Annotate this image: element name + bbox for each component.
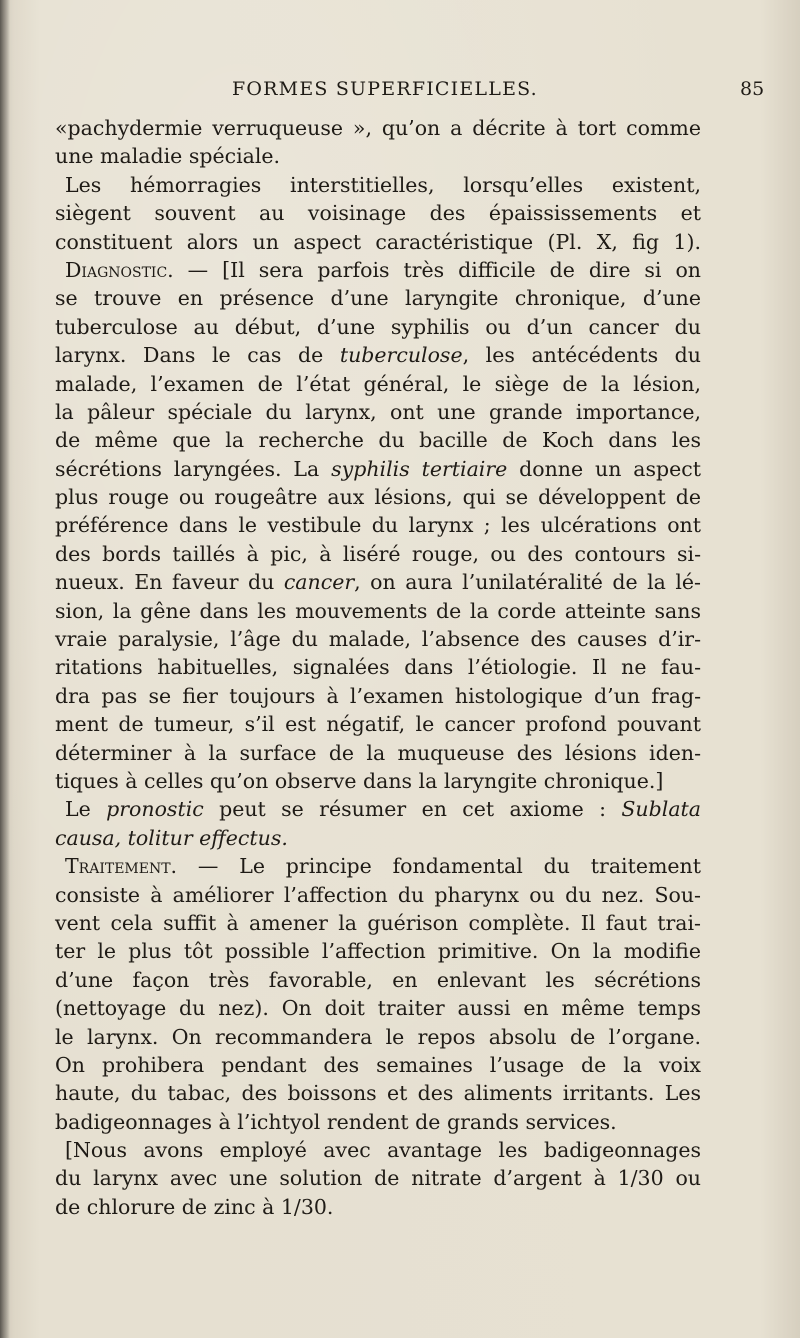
emphasis-tuberculose: tuberculose <box>339 343 463 368</box>
text-line: la pâleur spéciale du larynx, ont une grande importance, <box>55 399 701 424</box>
text-line: malade, l’examen de l’état général, le siège de la lésion, <box>55 371 701 396</box>
text-line: plus rouge ou rougeâtre aux lésions, qui se développent de <box>55 485 701 510</box>
text-line: tuberculose au début, d’une syphilis ou d’un cancer du <box>55 314 701 339</box>
text-line: On prohibera pendant des semaines l’usage de la voix <box>55 1052 701 1077</box>
body-text <box>55 114 701 1221</box>
text-run: — [Il sera parfois très difficile de dire si on <box>173 257 701 282</box>
paragraph-start: Les hémorragies interstitielles, lorsqu’elles existent, <box>65 172 701 197</box>
text-line <box>55 568 701 596</box>
text-line: vent cela suffit à amener la guérison complète. Il faut trai- <box>55 910 701 935</box>
text-run: larynx. Dans le cas de <box>55 343 340 368</box>
text-line: vraie paralysie, l’âge du malade, l’absence des causes d’ir- <box>55 627 701 652</box>
text-line: une maladie spéciale. <box>55 144 281 169</box>
text-line: d’une façon très favorable, en enlevant les sécrétions <box>55 967 701 992</box>
text-line: du larynx avec une solution de nitrate d’argent à 1/30 ou <box>55 1166 701 1191</box>
emphasis-cancer: cancer <box>283 570 355 595</box>
text-line: badigeonnages à l’ichtyol rendent de grands services. <box>55 1109 617 1134</box>
text-line: de même que la recherche du bacille de Koch dans les <box>55 428 701 453</box>
page-binding-edge <box>0 0 10 1338</box>
text-run: — Le principe fondamental du traitement <box>177 854 701 879</box>
text-line: le larynx. On recommandera le repos absolu de l’organe. <box>55 1024 701 1049</box>
running-title: FORMES SUPERFICIELLES. <box>232 78 538 100</box>
latin-axiom: causa, tolitur effectus. <box>55 825 288 850</box>
text-line: (nettoyage du nez). On doit traiter aussi en même temps <box>55 996 701 1021</box>
text-line: ter le plus tôt possible l’affection primitive. On la modifie <box>55 939 701 964</box>
text-line: tiques à celles qu’on observe dans la laryngite chronique.] <box>55 768 664 793</box>
text-run: donne un aspect <box>507 456 701 481</box>
text-line: dra pas se fier toujours à l’examen histologique d’un frag- <box>55 683 701 708</box>
text-run: , les antécédents du <box>462 343 701 368</box>
text-line: constituent alors un aspect caractéristique (Pl. X, fig 1). <box>55 229 701 254</box>
text-run: peut se résumer en cet axiome : <box>203 797 622 822</box>
paragraph-pronostic <box>55 795 701 823</box>
text-line: des bords taillés à pic, à liséré rouge, ou des contours si- <box>55 541 701 566</box>
page-number: 85 <box>740 78 765 100</box>
text-line: «pachydermie verruqueuse », qu’on a décrite à tort comme <box>55 116 701 140</box>
text-line: sion, la gêne dans les mouvements de la corde atteinte sans <box>55 598 701 623</box>
paragraph-start: [Nous avons employé avec avantage les badigeonnages <box>65 1138 701 1163</box>
text-run: Le <box>65 797 107 822</box>
text-run: sécrétions laryngées. La <box>55 456 332 481</box>
section-heading-diagnostic: Diagnostic. <box>65 257 174 282</box>
section-heading-traitement: Traitement. <box>65 854 178 879</box>
text-line: ritations habituelles, signalées dans l’étiologie. Il ne fau- <box>55 655 701 680</box>
text-line <box>55 455 701 483</box>
text-line <box>55 341 701 369</box>
emphasis-syphilis: syphilis tertiaire <box>331 456 508 481</box>
text-line: haute, du tabac, des boissons et des aliments irritants. Les <box>55 1081 701 1106</box>
text-run: , on aura l’unilatéralité de la lé- <box>354 570 701 595</box>
paragraph-diagnostic <box>55 256 701 284</box>
emphasis-pronostic: pronostic <box>106 797 204 822</box>
page-header <box>0 78 800 108</box>
text-line: ment de tumeur, s’il est négatif, le cancer profond pouvant <box>55 712 701 737</box>
emphasis-sublata: Sublata <box>621 797 701 822</box>
paragraph-traitement <box>55 852 701 880</box>
text-line: consiste à améliorer l’affection du pharynx ou du nez. Sou- <box>55 882 701 907</box>
text-run: nueux. En faveur du <box>55 570 284 595</box>
text-line: préférence dans le vestibule du larynx ; les ulcérations ont <box>55 513 701 538</box>
text-line: siègent souvent au voisinage des épaississements et <box>55 201 701 226</box>
text-line: de chlorure de zinc à 1/30. <box>55 1194 334 1219</box>
text-line: déterminer à la surface de la muqueuse des lésions iden- <box>55 740 701 765</box>
text-line: se trouve en présence d’une laryngite chronique, d’une <box>55 286 701 311</box>
